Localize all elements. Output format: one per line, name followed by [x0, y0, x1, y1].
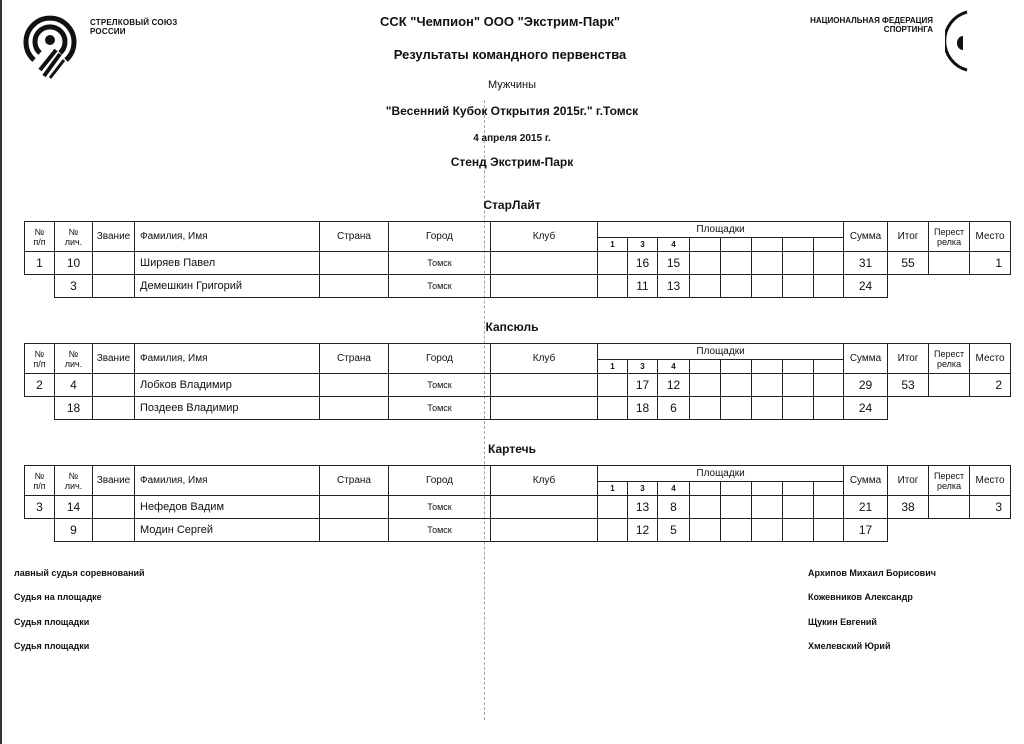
col-header-name: Фамилия, Имя: [135, 344, 320, 374]
header-row: [25, 222, 1011, 238]
stand-number: [752, 482, 783, 496]
header-line: релка: [936, 236, 962, 247]
country-cell: [320, 252, 389, 275]
team-results-table: [24, 343, 1011, 420]
org-right-line-2: СПОРТИНГА: [883, 25, 933, 34]
stand-number: [690, 238, 721, 252]
judge-name: Хмелевский Юрий: [808, 641, 891, 651]
stand-score: 11: [628, 275, 658, 298]
table-row: [25, 397, 1011, 420]
empty-space: [970, 519, 1011, 542]
stand-number: [783, 482, 814, 496]
col-header-rank: Звание: [93, 344, 135, 374]
shooter-name: Поздеев Владимир: [135, 397, 320, 420]
header-line: №: [68, 226, 79, 237]
stand-number: [814, 238, 844, 252]
col-header-shootoff: [929, 466, 970, 496]
stand-score: [690, 519, 721, 542]
stand-score: 12: [628, 519, 658, 542]
col-header-country: Страна: [320, 222, 389, 252]
stand-score: [783, 397, 814, 420]
header-row: [25, 344, 1011, 360]
club-cell: [491, 252, 598, 275]
stand-number: 4: [658, 360, 690, 374]
license-number: 4: [55, 374, 93, 397]
stand-score: [598, 519, 628, 542]
stand-score: [814, 519, 844, 542]
header-line: №: [34, 470, 45, 481]
col-header-rank: Звание: [93, 222, 135, 252]
col-header-place: Место: [970, 466, 1011, 496]
stand-number: [752, 238, 783, 252]
stand-number: 1: [598, 482, 628, 496]
judge-name: Архипов Михаил Борисович: [808, 568, 936, 578]
org-right-line-1: НАЦИОНАЛЬНАЯ ФЕДЕРАЦИЯ: [810, 16, 933, 25]
stand-score: [814, 275, 844, 298]
rank-cell: [93, 275, 135, 298]
col-header-country: Страна: [320, 466, 389, 496]
col-header-stands: Площадки: [598, 222, 844, 238]
team-place: 2: [970, 374, 1011, 397]
stand-number: [721, 238, 752, 252]
rank-cell: [93, 374, 135, 397]
stand-score: [752, 496, 783, 519]
header-line: релка: [936, 358, 962, 369]
pp-number-empty: [25, 397, 55, 420]
team-name: Капсюль: [485, 320, 539, 334]
stand-number: [814, 482, 844, 496]
stand-score: [752, 275, 783, 298]
stand-score: [598, 397, 628, 420]
rank-cell: [93, 252, 135, 275]
city-cell: Томск: [389, 496, 491, 519]
table-row: [25, 496, 1011, 519]
table-row: [25, 252, 1011, 275]
sum-cell: 24: [844, 397, 888, 420]
col-header-name: Фамилия, Имя: [135, 466, 320, 496]
col-header-pp: [25, 466, 55, 496]
col-header-shootoff: [929, 222, 970, 252]
header-line: №: [34, 348, 45, 359]
stand-score: [721, 252, 752, 275]
shootoff-cell: [929, 252, 970, 275]
header-line: лич.: [64, 236, 83, 247]
stand-number: [814, 360, 844, 374]
col-header-shootoff: [929, 344, 970, 374]
table-row: [25, 275, 1011, 298]
header-line: п/п: [33, 480, 46, 491]
stand-score: [721, 397, 752, 420]
city-cell: Томск: [389, 397, 491, 420]
empty-space: [929, 519, 970, 542]
col-header-name: Фамилия, Имя: [135, 222, 320, 252]
header-line: п/п: [33, 358, 46, 369]
stand-number: 1: [598, 360, 628, 374]
license-number: 10: [55, 252, 93, 275]
empty-space: [888, 275, 929, 298]
stand-score: [814, 374, 844, 397]
stand-score: [783, 519, 814, 542]
col-header-place: Место: [970, 222, 1011, 252]
stand-score: 6: [658, 397, 690, 420]
stand-score: [721, 275, 752, 298]
country-cell: [320, 397, 389, 420]
stand-score: [752, 397, 783, 420]
col-header-sum: Сумма: [844, 466, 888, 496]
city-cell: Томск: [389, 374, 491, 397]
team-results-table: [24, 221, 1011, 298]
header-line: лич.: [64, 480, 83, 491]
stand-score: 17: [628, 374, 658, 397]
col-header-stands: Площадки: [598, 466, 844, 482]
license-number: 18: [55, 397, 93, 420]
stand-number: 3: [628, 482, 658, 496]
stand-score: [598, 252, 628, 275]
col-header-place: Место: [970, 344, 1011, 374]
empty-space: [970, 397, 1011, 420]
rank-cell: [93, 397, 135, 420]
club-cell: [491, 496, 598, 519]
stand-score: [783, 374, 814, 397]
team-name: СтарЛайт: [483, 198, 541, 212]
judge-role: Судья на площадке: [14, 592, 102, 602]
stand-score: [721, 374, 752, 397]
header-line: №: [68, 470, 79, 481]
judge-role: лавный судья соревнований: [14, 568, 145, 578]
team-total: 38: [888, 496, 929, 519]
stand-score: [598, 496, 628, 519]
table-row: [25, 519, 1011, 542]
sum-cell: 24: [844, 275, 888, 298]
table-row: [25, 374, 1011, 397]
pp-number: 2: [25, 374, 55, 397]
stand-score: [690, 397, 721, 420]
stand-number: [721, 360, 752, 374]
event-date: 4 апреля 2015 г.: [473, 133, 551, 144]
col-header-club: Клуб: [491, 222, 598, 252]
stand-score: [783, 496, 814, 519]
team-total: 55: [888, 252, 929, 275]
shooter-name: Демешкин Григорий: [135, 275, 320, 298]
sum-cell: 21: [844, 496, 888, 519]
club-cell: [491, 374, 598, 397]
stand-number: [690, 482, 721, 496]
stand-score: [690, 496, 721, 519]
club-cell: [491, 275, 598, 298]
header-line: п/п: [33, 236, 46, 247]
empty-space: [929, 397, 970, 420]
stand-number: 4: [658, 482, 690, 496]
stand-score: [721, 496, 752, 519]
stand-score: 16: [628, 252, 658, 275]
stand-number: [690, 360, 721, 374]
shooter-name: Модин Сергей: [135, 519, 320, 542]
stand-score: 13: [658, 275, 690, 298]
stand-score: [690, 252, 721, 275]
page-title: Результаты командного первенства: [393, 47, 627, 62]
header-line: Перест: [933, 348, 965, 359]
col-header-stands: Площадки: [598, 344, 844, 360]
col-header-license: [55, 222, 93, 252]
sum-cell: 17: [844, 519, 888, 542]
city-cell: Томск: [389, 252, 491, 275]
stand-score: [783, 275, 814, 298]
col-header-license: [55, 466, 93, 496]
header-line: №: [68, 348, 79, 359]
rank-cell: [93, 496, 135, 519]
stand-number: [783, 360, 814, 374]
org-left-line-1: СТРЕЛКОВЫЙ СОЮЗ: [90, 18, 178, 27]
stand-number: 3: [628, 238, 658, 252]
license-number: 3: [55, 275, 93, 298]
venue-label: Стенд Экстрим-Парк: [450, 155, 574, 169]
stand-score: [721, 519, 752, 542]
country-cell: [320, 519, 389, 542]
stand-score: 13: [628, 496, 658, 519]
shooter-name: Лобков Владимир: [135, 374, 320, 397]
stand-number: [721, 482, 752, 496]
stand-score: [598, 275, 628, 298]
team-place: 1: [970, 252, 1011, 275]
col-header-sum: Сумма: [844, 344, 888, 374]
country-cell: [320, 374, 389, 397]
header-line: лич.: [64, 358, 83, 369]
club-cell: [491, 397, 598, 420]
stand-score: [783, 252, 814, 275]
org-left-line-2: РОССИИ: [90, 27, 126, 36]
stand-score: 5: [658, 519, 690, 542]
shootoff-cell: [929, 496, 970, 519]
col-header-total: Итог: [888, 222, 929, 252]
empty-space: [970, 275, 1011, 298]
col-header-city: Город: [389, 466, 491, 496]
stand-number: 4: [658, 238, 690, 252]
category-label: Мужчины: [487, 79, 536, 91]
col-header-total: Итог: [888, 466, 929, 496]
stand-score: 8: [658, 496, 690, 519]
judge-role: Судья площадки: [14, 641, 90, 651]
col-header-city: Город: [389, 344, 491, 374]
col-header-sum: Сумма: [844, 222, 888, 252]
shooter-name: Ширяев Павел: [135, 252, 320, 275]
pp-number-empty: [25, 519, 55, 542]
header-line: Перест: [933, 470, 965, 481]
team-place: 3: [970, 496, 1011, 519]
stand-score: [598, 374, 628, 397]
stand-score: [752, 252, 783, 275]
header-line: релка: [936, 480, 962, 491]
stand-score: [814, 252, 844, 275]
col-header-license: [55, 344, 93, 374]
col-header-country: Страна: [320, 344, 389, 374]
pp-number: 1: [25, 252, 55, 275]
header-line: Перест: [933, 226, 965, 237]
license-number: 9: [55, 519, 93, 542]
empty-space: [888, 519, 929, 542]
team-total: 53: [888, 374, 929, 397]
city-cell: Томск: [389, 275, 491, 298]
col-header-club: Клуб: [491, 344, 598, 374]
shooter-name: Нефедов Вадим: [135, 496, 320, 519]
stand-score: 15: [658, 252, 690, 275]
empty-space: [929, 275, 970, 298]
sum-cell: 31: [844, 252, 888, 275]
team-name: Картечь: [488, 442, 536, 456]
judge-role: Судья площадки: [14, 617, 90, 627]
club-cell: [491, 519, 598, 542]
header-line: №: [34, 226, 45, 237]
organizers-title: ССК "Чемпион" ООО "Экстрим-Парк": [379, 14, 621, 29]
rank-cell: [93, 519, 135, 542]
country-cell: [320, 275, 389, 298]
stand-number: [783, 238, 814, 252]
stand-score: [690, 275, 721, 298]
stand-score: [752, 519, 783, 542]
stand-number: 3: [628, 360, 658, 374]
stand-number: 1: [598, 238, 628, 252]
col-header-rank: Звание: [93, 466, 135, 496]
judge-name: Щукин Евгений: [808, 617, 877, 627]
event-title: "Весенний Кубок Открытия 2015г." г.Томск: [385, 104, 639, 118]
col-header-pp: [25, 344, 55, 374]
header-row: [25, 466, 1011, 482]
col-header-club: Клуб: [491, 466, 598, 496]
team-results-table: [24, 465, 1011, 542]
judge-name: Кожевников Александр: [808, 592, 913, 602]
col-header-pp: [25, 222, 55, 252]
sum-cell: 29: [844, 374, 888, 397]
stand-score: 12: [658, 374, 690, 397]
stand-score: [814, 397, 844, 420]
pp-number-empty: [25, 275, 55, 298]
city-cell: Томск: [389, 519, 491, 542]
empty-space: [888, 397, 929, 420]
country-cell: [320, 496, 389, 519]
stand-score: [752, 374, 783, 397]
col-header-city: Город: [389, 222, 491, 252]
col-header-total: Итог: [888, 344, 929, 374]
stand-number: [752, 360, 783, 374]
stand-score: [814, 496, 844, 519]
license-number: 14: [55, 496, 93, 519]
stand-score: 18: [628, 397, 658, 420]
stand-score: [690, 374, 721, 397]
shootoff-cell: [929, 374, 970, 397]
pp-number: 3: [25, 496, 55, 519]
